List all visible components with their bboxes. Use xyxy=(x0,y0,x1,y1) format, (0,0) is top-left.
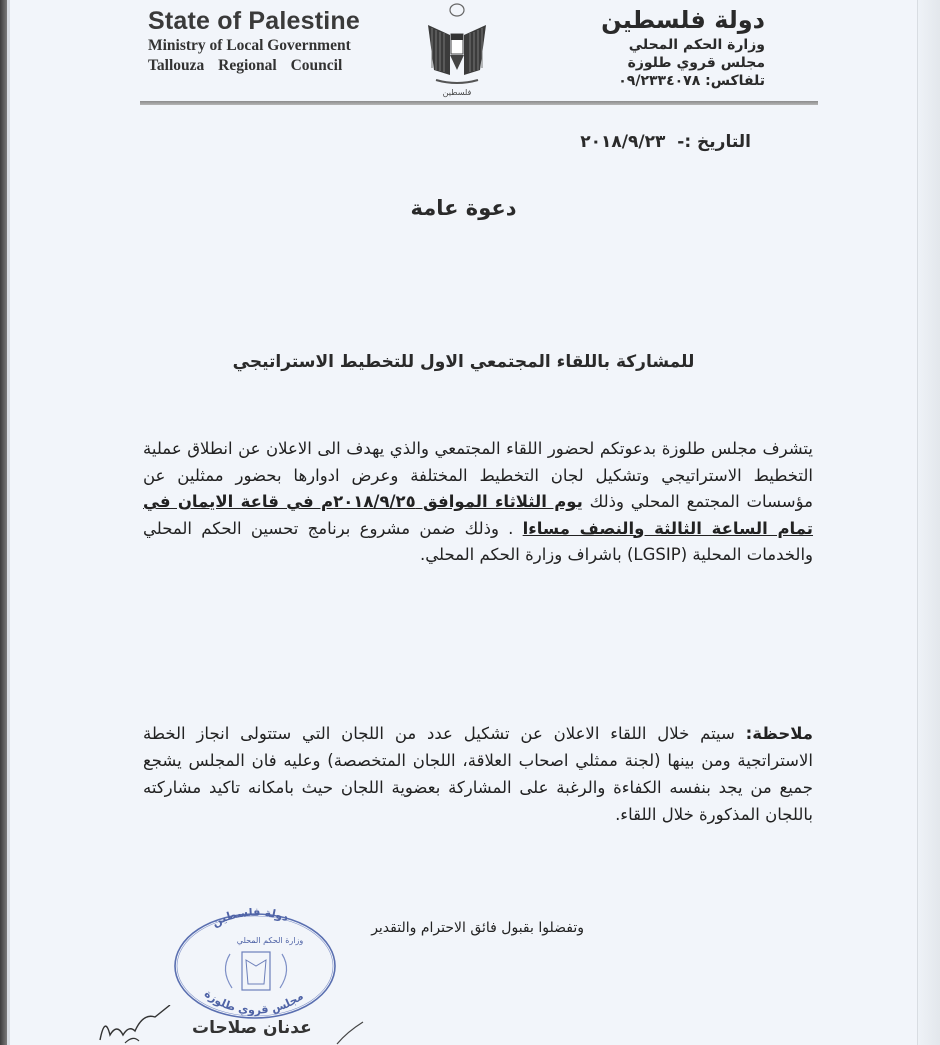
letter-title: دعوة عامة xyxy=(410,196,517,220)
eagle-emblem-icon xyxy=(422,0,492,100)
letter-note xyxy=(143,720,813,828)
header-council-ar: مجلس قروي طلوزة xyxy=(627,55,765,71)
svg-text:دولة فلسطين xyxy=(210,908,291,930)
body-part-1: يتشرف مجلس طلوزة بدعوتكم لحضور اللقاء المجتمعي والذي يهدف الى الاعلان عن انطلاق عملية التخطيط الاستراتيجي وتشكيل لجان التخطيط المختلفة وعرض ادوارها بحضور ممثلين عن مؤسسات المجتمع المحلي وذلك xyxy=(143,439,813,511)
signer-name: عدنان صلاحات xyxy=(192,1018,312,1038)
date-value: ٢٠١٨/٩/٢٣ xyxy=(580,132,666,152)
header-telefax-ar: تلفاكس: ٠٩/٢٣٣٤٠٧٨ xyxy=(618,73,765,89)
letter-page xyxy=(10,0,917,1045)
stamp-top-text: دولة فلسطين xyxy=(209,908,291,930)
note-label: ملاحظة: xyxy=(745,724,813,743)
stamp-bottom-text: مجلس قروي طلوزة xyxy=(201,987,306,1017)
handwritten-signature-icon xyxy=(95,1005,175,1045)
header-ministry-ar: وزارة الحكم المحلي xyxy=(628,37,765,53)
header-arabic xyxy=(601,4,765,90)
letter-date xyxy=(580,132,751,152)
scanner-edge-left xyxy=(0,0,7,1045)
header-ministry-en: Ministry of Local Government xyxy=(148,37,351,54)
note-text: سيتم خلال اللقاء الاعلان عن تشكيل عدد من اللجان التي ستتولى انجاز الخطة الاستراتجية ومن بينها (لجنة ممثلي اصحاب العلاقة، اللجان المتخصصة) وعليه فان المجلس يشجع جميع من يجد بنفسه الكفاءة والرغبة على المشاركة بعضوية اللجان حيث بامكانه تاكيد مشاركته باللجان المذكورة خلال اللقاء. xyxy=(143,724,813,824)
council-stamp-icon xyxy=(170,908,340,1023)
closing-salutation: وتفضلوا بقبول فائق الاحترام والتقدير xyxy=(371,920,584,936)
scanner-edge-right xyxy=(917,0,940,1045)
stamp-inner-text: وزارة الحكم المحلي xyxy=(236,936,304,945)
date-label: التاريخ :- xyxy=(677,132,751,152)
letter-body xyxy=(143,436,813,569)
signature-stroke-icon xyxy=(335,1020,365,1045)
emblem-caption: فلسطين xyxy=(442,88,472,97)
body-highlight-date-place: يوم الثلاثاء الموافق ٢٠١٨/٩/٢٥م في قاعة الايمان في تمام الساعة الثالثة والنصف مساءا xyxy=(143,492,814,538)
header-state-ar: دولة فلسطين xyxy=(601,6,765,34)
letter-subject: للمشاركة باللقاء المجتمعي الاول للتخطيط الاستراتيجي xyxy=(232,352,695,372)
body-part-2: . وذلك ضمن مشروع برنامج تحسين الحكم المحلي والخدمات المحلية (LGSIP) باشراف وزارة الحكم المحلي. xyxy=(143,518,813,564)
header-english xyxy=(148,6,360,76)
header-council-en: Tallouza Regional Council xyxy=(148,57,343,74)
header-divider xyxy=(140,101,818,105)
header-state-en: State of Palestine xyxy=(148,7,360,35)
